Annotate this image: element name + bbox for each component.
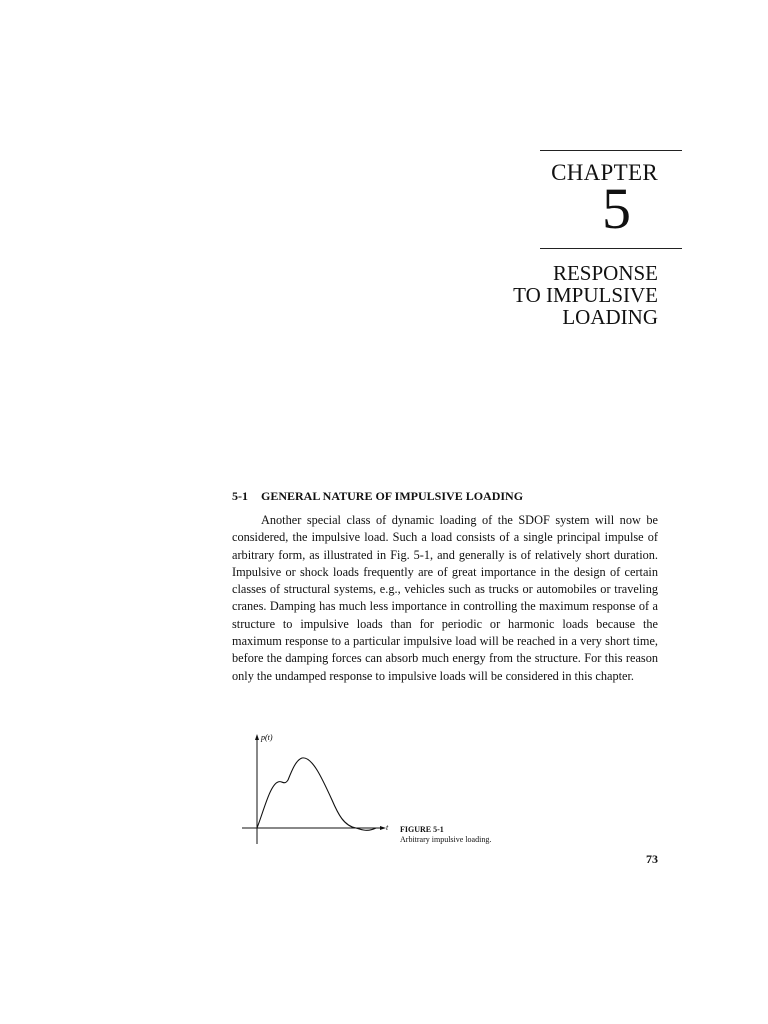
load-curve (257, 758, 376, 830)
chapter-number: 5 (602, 176, 631, 241)
chapter-title-line: LOADING (562, 305, 658, 329)
chapter-title-line: RESPONSE (552, 261, 658, 285)
x-axis-label: t (386, 823, 389, 832)
page-number: 73 (646, 852, 658, 866)
chapter-title-line: TO IMPULSIVE (513, 283, 658, 307)
figure-caption-text: Arbitrary impulsive loading. (400, 835, 492, 844)
chapter-title (513, 262, 658, 328)
section-number: 5-1 (232, 489, 248, 503)
figure-caption (400, 825, 491, 845)
y-axis-label: p(t) (261, 733, 273, 742)
chapter-rule-bottom (540, 248, 682, 249)
section-body-text: Another special class of dynamic loading of the SDOF system will now be considered, the impulsive load. Such a load consists of a single principal impulse of arbitrary form, as illustrated in Fig. 5-1, and generally is of relatively short duration. Impulsive or shock loads frequently are of great importance in the design of certain classes of structural systems, e.g., vehicles such as trucks or automobiles or traveling cranes. Damping has much less importance in controlling the maximum response of a structure to impulsive loads than for periodic or harmonic loads because the maximum response to a particular impulsive load will be reached in a very short time, before the damping forces can absorb much energy from the structure. For this reason only the undamped response to impulsive loads will be considered in this chapter. (232, 513, 658, 683)
y-axis-arrow (255, 734, 259, 740)
impulsive-loading-figure (238, 730, 398, 848)
figure-label: FIGURE 5-1 (400, 825, 444, 834)
section-heading (232, 489, 523, 504)
section-title: GENERAL NATURE OF IMPULSIVE LOADING (261, 489, 524, 503)
chapter-label: CHAPTER (551, 160, 658, 185)
chapter-rule-top (540, 150, 682, 151)
